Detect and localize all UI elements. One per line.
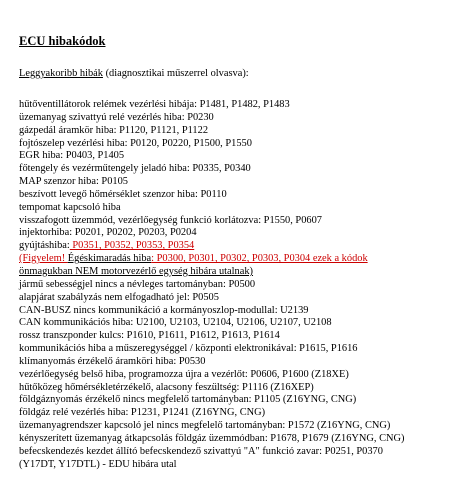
- list-item: EGR hiba: P0403, P1405: [19, 150, 125, 162]
- list-item: CAN kommunikációs hiba: U2100, U2103, U2104, U2106, U2107, U2108: [19, 317, 332, 329]
- list-item: üzemanyag szivattyú relé vezérlés hiba: P0230: [19, 111, 214, 123]
- document: [19, 34, 451, 471]
- list-item: klímanyomás érzékelő áramköri hiba: P0530: [19, 355, 206, 367]
- list-item: rossz transzponder kulcs: P1610, P1611, P1612, P1613, P1614: [19, 330, 280, 342]
- list-item: alapjárat szabályzás nem elfogadható jel: P0505: [19, 291, 219, 303]
- list-item: kommunikációs hiba a műszeregységgel / központi elektronikával: P1615, P1616: [19, 343, 358, 355]
- document-subtitle: [19, 67, 451, 80]
- subtitle-rest: (diagnosztikai műszerrel olvasva):: [102, 68, 249, 79]
- error-code-list: [19, 99, 451, 471]
- list-item: fojtószelep vezérlési hiba: P0120, P0220, P1500, P1550: [19, 137, 252, 149]
- list-item: beszívott levegő hőmérséklet szenzor hiba: P0110: [19, 188, 227, 200]
- gyujtas-codes: P0351, P0352, P0353, P0354: [69, 240, 195, 252]
- list-item: földgáz relé vezérlés hiba: P1231, P1241 (Z16YNG, CNG): [19, 407, 266, 419]
- list-item: hűtőközeg hőmérsékletérzékelő, alacsony feszültség: P1116 (Z16XEP): [19, 381, 314, 393]
- subtitle-underlined: Leggyakoribb hibák: [19, 68, 103, 79]
- gyujtas-label: gyújtáshiba:: [19, 240, 70, 252]
- warning-line: [19, 253, 451, 266]
- warning-codes: : P0300, P0301, P0302, P0303, P0304 ezek a kódok: [151, 253, 368, 265]
- list-item: CAN-BUSZ nincs kommunikáció a kormányoszlop-modullal: U2139: [19, 304, 309, 316]
- list-item: főtengely és vezérműtengely jeladó hiba: P0335, P0340: [19, 163, 251, 175]
- list-item: üzemanyagrendszer kapcsoló jel nincs megfelelő tartományban: P1572 (Z16YNG, CNG): [19, 420, 391, 432]
- list-item: injektorhiba: P0201, P0202, P0203, P0204: [19, 227, 197, 239]
- list-item: vezérlőegység belső hiba, programozza újra a vezérlőt: P0606, P1600 (Z18XE): [19, 368, 349, 380]
- list-item: tempomat kapcsoló hiba: [19, 201, 121, 213]
- list-item: visszafogott üzemmód, vezérlőegység funkció korlátozva: P1550, P0607: [19, 214, 322, 226]
- list-item-gyujtashiba: [19, 240, 451, 253]
- list-item: MAP szenzor hiba: P0105: [19, 176, 128, 188]
- warning-mid: Égéskimaradás hiba: [67, 253, 152, 265]
- list-item: (Y17DT, Y17DTL) - EDU hibára utal: [19, 458, 177, 470]
- list-item: gázpedál áramkör hiba: P1120, P1121, P1122: [19, 124, 209, 136]
- list-item: jármű sebességjel nincs a névleges tartományban: P0500: [19, 278, 256, 290]
- list-item: földgáznyomás érzékelő nincs megfelelő tartományban: P1105 (Z16YNG, CNG): [19, 394, 357, 406]
- list-item: kényszerített üzemanyag átkapcsolás földgáz üzemmódban: P1678, P1679 (Z16YNG, CNG): [19, 432, 405, 444]
- document-title: ECU hibakódok: [19, 34, 106, 48]
- list-item: hűtőventillátorok relémek vezérlési hibája: P1481, P1482, P1483: [19, 99, 290, 110]
- list-item: befecskendezés kezdet állító befecskendező szivattyú "A" funkció zavar: P0251, P0370: [19, 445, 383, 457]
- warning-prefix: (Figyelem!: [19, 253, 68, 265]
- warning-continuation: önmagukban NEM motorvezérlő egység hibára utalnak): [19, 265, 254, 277]
